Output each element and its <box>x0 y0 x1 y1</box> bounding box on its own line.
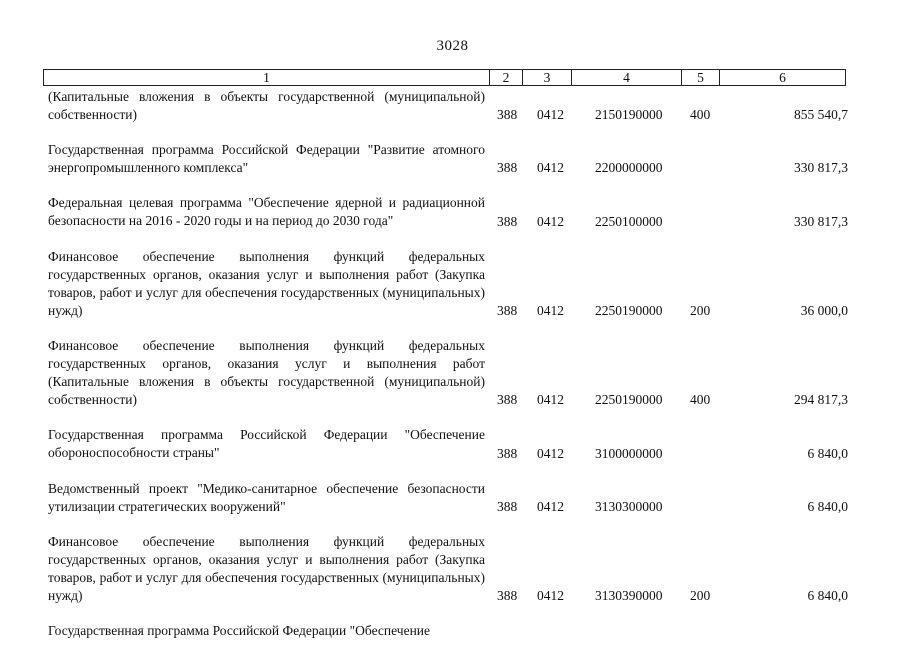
row-target-item: 2250100000 <box>595 213 663 229</box>
row-grbs: 388 <box>497 160 518 176</box>
row-section: 0412 <box>537 392 564 408</box>
row-description: Финансовое обеспечение выполнения функций федеральных государственных органов, оказания услуг и выполнения работ (Закупка товаров, работ и услуг для обеспечения государственных (муниципальных) нужд) <box>48 248 485 318</box>
row-amount: 6 840,0 <box>807 588 848 604</box>
row-description: Государственная программа Российской Федерации "Обеспечение <box>48 623 431 639</box>
row-amount: 855 540,7 <box>794 107 848 123</box>
row-target-item: 2250190000 <box>595 302 663 318</box>
row-grbs: 388 <box>497 107 518 123</box>
row-section: 0412 <box>537 302 564 318</box>
column-header-4: 4 <box>572 70 682 85</box>
row-description: Государственная программа Российской Федерации "Развитие атомного энергопромышленного комплекса" <box>48 142 485 176</box>
row-codes <box>48 302 848 320</box>
column-header-3: 3 <box>523 70 572 85</box>
row-codes <box>48 213 848 231</box>
table-row <box>48 88 848 124</box>
table-row <box>48 426 848 462</box>
row-grbs: 388 <box>497 392 518 408</box>
row-codes <box>48 445 848 463</box>
column-header-6: 6 <box>779 70 786 85</box>
row-section: 0412 <box>537 160 564 176</box>
table-header <box>43 69 846 86</box>
row-description: (Капитальные вложения в объекты государственной (муниципальной) собственности) <box>48 89 485 123</box>
row-section: 0412 <box>537 588 564 604</box>
page-number: 3028 <box>436 38 469 54</box>
row-amount: 330 817,3 <box>794 160 848 176</box>
row-expense-type: 200 <box>690 302 711 318</box>
row-description: Финансовое обеспечение выполнения функций федеральных государственных органов, оказания услуг и выполнения работ (Закупка товаров, работ и услуг для обеспечения государственных (муниципальных) нужд) <box>48 533 485 603</box>
row-description: Государственная программа Российской Федерации "Обеспечение обороноспособности страны" <box>48 427 485 461</box>
row-section: 0412 <box>537 213 564 229</box>
row-expense-type: 400 <box>690 107 711 123</box>
row-target-item: 3130390000 <box>595 588 663 604</box>
row-grbs: 388 <box>497 498 518 514</box>
table-row <box>48 194 848 230</box>
row-codes <box>48 498 848 516</box>
row-codes <box>48 587 848 605</box>
table-row <box>48 480 848 516</box>
row-section: 0412 <box>537 107 564 123</box>
row-target-item: 3130300000 <box>595 498 663 514</box>
row-amount: 6 840,0 <box>807 445 848 461</box>
budget-table-body <box>48 88 848 657</box>
row-amount: 36 000,0 <box>800 302 848 318</box>
row-target-item: 3100000000 <box>595 445 663 461</box>
table-row <box>48 337 848 409</box>
table-row <box>48 622 848 640</box>
table-row <box>48 141 848 177</box>
row-amount: 294 817,3 <box>794 392 848 408</box>
row-target-item: 2200000000 <box>595 160 663 176</box>
table-row <box>48 533 848 605</box>
row-grbs: 388 <box>497 588 518 604</box>
row-description: Федеральная целевая программа "Обеспечение ядерной и радиационной безопасности на 2016 - 2020 годы и на период до 2030 года" <box>48 195 485 229</box>
row-grbs: 388 <box>497 302 518 318</box>
column-header-1: 1 <box>44 70 490 85</box>
row-codes <box>48 159 848 177</box>
row-amount: 6 840,0 <box>807 498 848 514</box>
row-grbs: 388 <box>497 445 518 461</box>
column-header-5: 5 <box>682 70 720 85</box>
table-row <box>48 248 848 320</box>
row-codes <box>48 106 848 124</box>
row-expense-type: 200 <box>690 588 711 604</box>
row-amount: 330 817,3 <box>794 213 848 229</box>
column-header-2: 2 <box>490 70 523 85</box>
row-section: 0412 <box>537 445 564 461</box>
row-expense-type: 400 <box>690 392 711 408</box>
row-description: Ведомственный проект "Медико-санитарное обеспечение безопасности утилизации стратегических вооружений" <box>48 480 485 514</box>
row-target-item: 2150190000 <box>595 107 663 123</box>
row-codes <box>48 391 848 409</box>
row-grbs: 388 <box>497 213 518 229</box>
row-target-item: 2250190000 <box>595 392 663 408</box>
row-section: 0412 <box>537 498 564 514</box>
row-description: Финансовое обеспечение выполнения функций федеральных государственных органов, оказания услуг и выполнения работ (Капитальные вложения в объекты государственной (муниципальной) собственности) <box>48 337 485 408</box>
